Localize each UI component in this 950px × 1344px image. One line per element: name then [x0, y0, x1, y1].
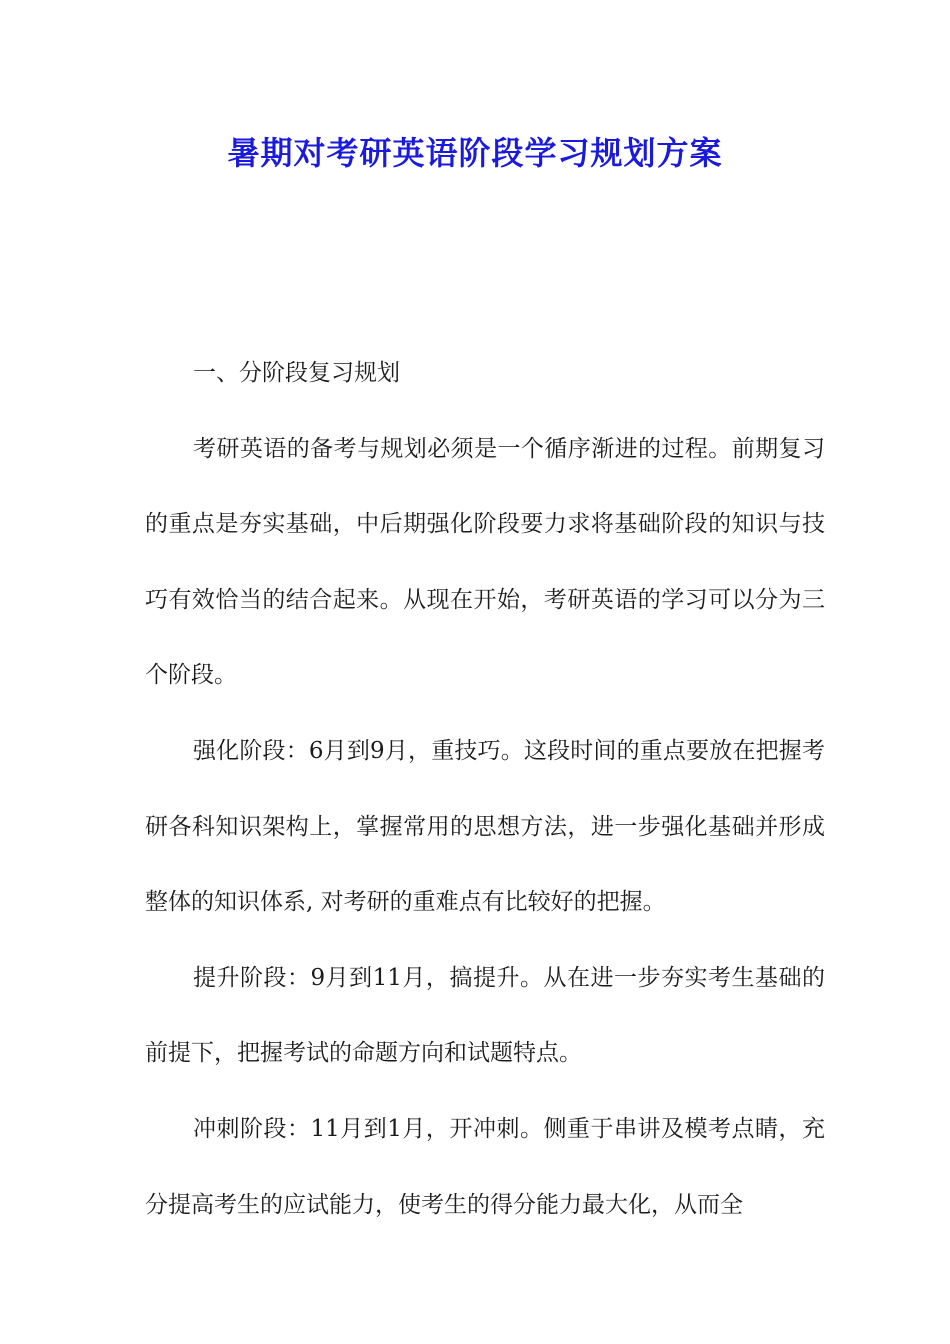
section-heading: 一、分阶段复习规划: [193, 360, 400, 386]
paragraph-stage-sprint: 冲刺阶段：11月到1月，开冲刺。侧重于串讲及模考点睛，充分提高考生的应试能力，使考生的得分能力最大化，从而全: [145, 1115, 825, 1218]
paragraph-intro: 考研英语的备考与规划必须是一个循序渐进的过程。前期复习的重点是夯实基础，中后期强化阶段要力求将基础阶段的知识与技巧有效恰当的结合起来。从现在开始，考研英语的学习可以分为三个阶段。: [145, 435, 825, 689]
paragraph-stage-improve: 提升阶段：9月到11月，搞提升。从在进一步夯实考生基础的前提下，把握考试的命题方向和试题特点。: [145, 964, 825, 1067]
paragraph-stage-strengthen: 强化阶段：6月到9月，重技巧。这段时间的重点要放在把握考研各科知识架构上，掌握常用的思想方法，进一步强化基础并形成整体的知识体系, 对考研的重难点有比较好的把握。: [145, 737, 825, 916]
document-body: [145, 336, 825, 1243]
document-title: 暑期对考研英语阶段学习规划方案: [227, 134, 723, 172]
